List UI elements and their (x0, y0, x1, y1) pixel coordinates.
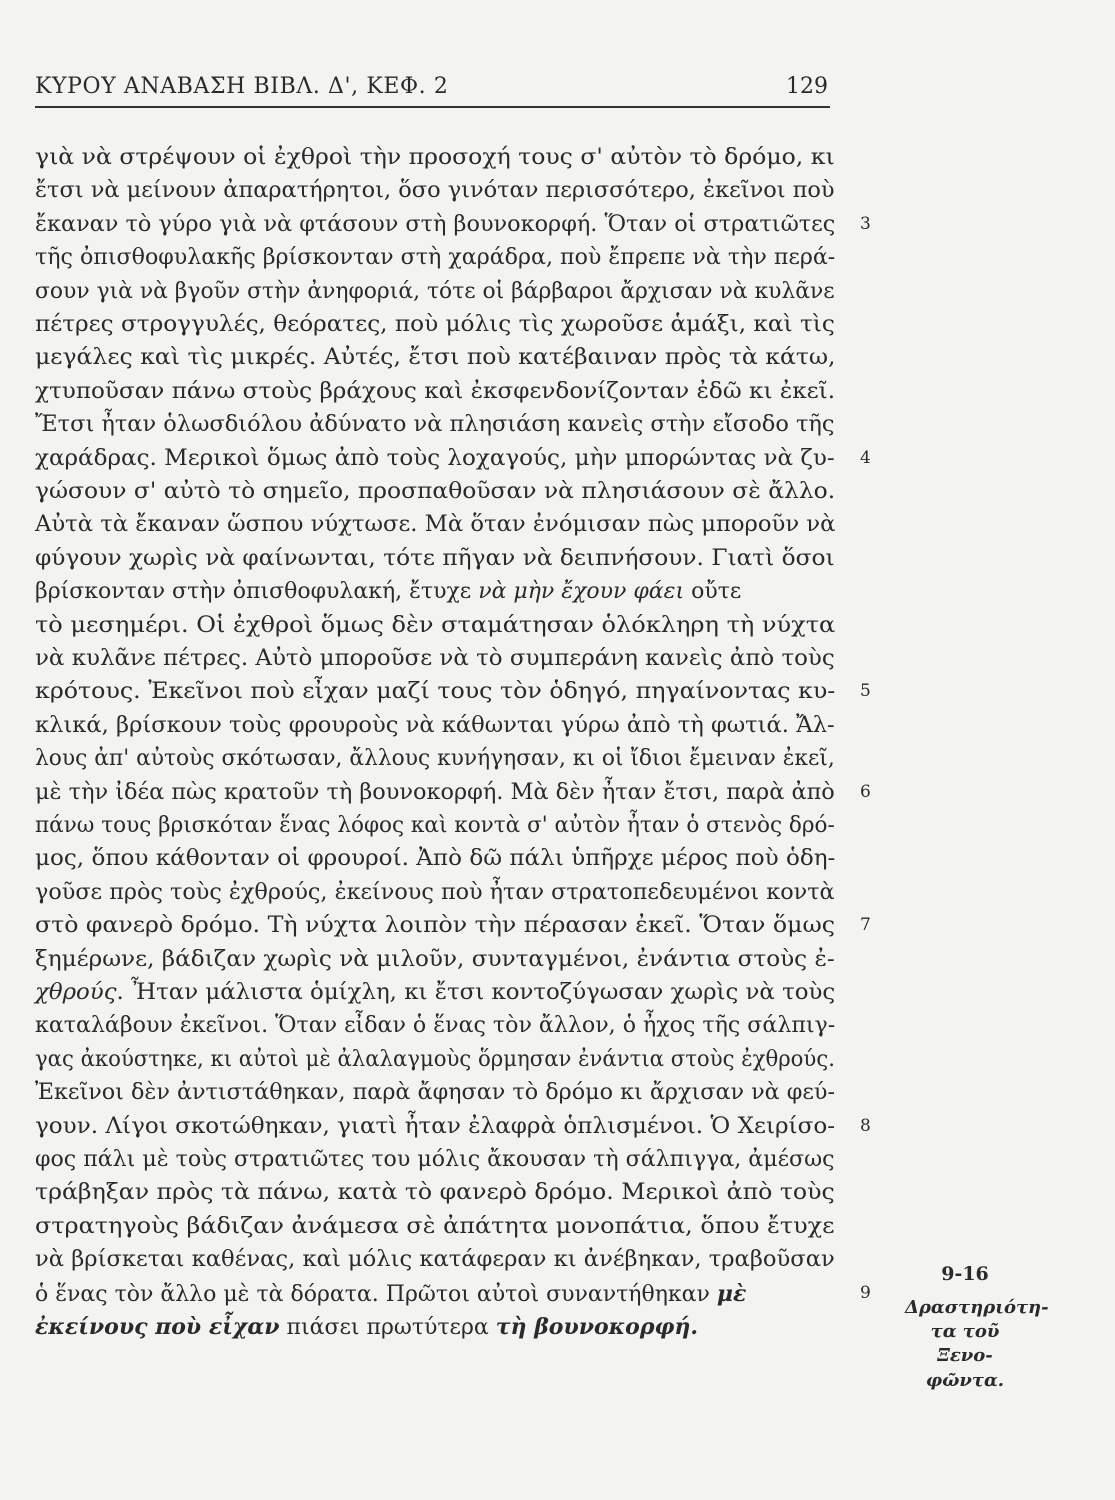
text-segment: γιὰ νὰ στρέψουν οἱ ἐχθροὶ τὴν προσοχή τους σ' αὐτὸν τὸ δρόμο, κι (35, 145, 835, 170)
section-number: 6 (860, 781, 871, 802)
text-segment: χθρούς (35, 980, 117, 1005)
section-number: 9 (860, 1282, 871, 1303)
text-segment: τὸ μεσημέρι. Οἱ ἐχθροὶ ὅμως δὲν σταμάτησαν ὁλόκληρη τὴ νύχτα (35, 612, 836, 638)
text-line (35, 211, 839, 237)
text-segment: χαράδρας. Μερικοὶ ὅμως ἀπὸ τοὺς λοχαγούς, μὴν μπορώντας νὰ ζυ- (35, 445, 835, 471)
text-segment: . Ἦταν μάλιστα ὁμίχλη, κι ἔτσι κοντοζύγωσαν χωρὶς νὰ τοὺς (116, 980, 836, 1005)
text-segment: πάνω τους βρισκόταν ἕνας λόφος καὶ κοντὰ σ' αὐτὸν ἦταν ὁ στενὸς δρό- (35, 813, 835, 838)
header-rule (35, 106, 830, 108)
text-segment: κρότους. Ἐκεῖνοι ποὺ εἶχαν μαζί τους τὸν ὁδηγό, πηγαίνοντας κυ- (35, 679, 836, 705)
text-line (35, 147, 839, 169)
text-segment: σουν γιὰ νὰ βγοῦν στὴν ἀνηφοριά, τότε οἱ βάρβαροι ἄρχισαν νὰ κυλᾶνε (35, 278, 835, 304)
text-line (35, 946, 839, 972)
sidenote-line: τα τοῦ Ξενο- (930, 1320, 1000, 1367)
text-line (35, 1046, 839, 1072)
text-segment: καταλάβουν ἐκεῖνοι. Ὅταν εἶδαν ὁ ἕνας τὸν ἄλλον, ὁ ἦχος τῆς σάλπιγ- (35, 1013, 836, 1039)
text-line (35, 1213, 839, 1239)
text-segment: μεγάλες καὶ τὶς μικρές. Αὐτές, ἔτσι ποὺ κατέβαιναν πρὸς τὰ κάτω, (35, 345, 836, 371)
text-line (35, 314, 839, 336)
text-line (35, 481, 839, 503)
text-segment: λους ἀπ' αὐτοὺς σκότωσαν, ἄλλους κυνήγησαν, κι οἱ ἴδιοι ἔμειναν ἐκεῖ, (35, 746, 835, 772)
section-number: 8 (860, 1115, 871, 1136)
text-segment: χτυποῦσαν πάνω στοὺς βράχους καὶ ἐκσφενδονίζονταν ἐδῶ κι ἐκεῖ. (35, 378, 836, 404)
text-segment: γας ἀκούστηκε, κι αὐτοὶ μὲ ἀλαλαγμοὺς ὅρμησαν ἐνάντια στοὺς ἐχθρούς. (35, 1046, 835, 1072)
text-line (35, 378, 839, 404)
text-line (35, 445, 839, 471)
text-segment: πέτρες στρογγυλές, θεόρατες, ποὺ μόλις τὶς χωροῦσε ἁμάξι, καὶ τὶς (35, 312, 835, 337)
text-line (35, 982, 839, 1004)
text-segment: Ἔτσι ἦταν ὁλωσδιόλου ἀδύνατο νὰ πλησιάση κανεὶς στὴν εἴσοδο τῆς (35, 412, 835, 438)
text-segment: νὰ μὴν ἔχουν φάει (478, 579, 685, 605)
section-number: 3 (860, 213, 871, 234)
text-line (35, 612, 839, 638)
text-segment: πιάσει πρωτύτερα (279, 1315, 496, 1340)
text-line (35, 1082, 839, 1104)
text-segment: κλικά, βρίσκουν τοὺς φρουροὺς νὰ κάθωνται γύρω ἀπὸ τὴ φωτιά. Ἄλ- (35, 712, 835, 738)
sidenote-line: Δραστηριότη- (905, 1296, 1049, 1318)
text-segment: φος πάλι μὲ τοὺς στρατιῶτες του μόλις ἄκουσαν τὴ σάλπιγγα, ἀμέσως (35, 1147, 835, 1172)
text-line (35, 815, 839, 837)
text-line (35, 848, 839, 870)
text-line (35, 180, 839, 202)
text-segment: Ἐκεῖνοι δὲν ἀντιστάθηκαν, παρὰ ἄφησαν τὸ δρόμο κι ἄρχισαν νὰ φεύ- (35, 1080, 836, 1106)
text-line (35, 712, 839, 738)
text-segment: ἔτσι νὰ μείνουν ἀπαρατήρητοι, ὅσο γινόταν περισσότερο, ἐκεῖνοι ποὺ (35, 178, 835, 204)
text-line (35, 748, 839, 770)
text-line (35, 247, 839, 269)
text-line (35, 1113, 839, 1139)
text-segment: βρίσκονταν στὴν ὀπισθοφυλακή, ἔτυχε (35, 579, 479, 605)
text-line (35, 879, 839, 905)
text-line (35, 648, 839, 670)
text-segment: μος, ὅπου κάθονταν οἱ φρουροί. Ἀπὸ δῶ πάλι ὑπῆρχε μέρος ποὺ ὁδη- (35, 846, 836, 872)
text-segment: τῆς ὀπισθοφυλακῆς βρίσκονταν στὴ χαράδρα, ποὺ ἔπρεπε νὰ τὴν περά- (35, 245, 836, 271)
text-segment: νὰ βρίσκεται καθένας, καὶ μόλις κατάφεραν κι ἀνέβηκαν, τραβοῦσαν (35, 1247, 835, 1273)
text-segment: γώσουν σ' αὐτὸ τὸ σημεῖο, προσπαθοῦσαν νὰ πλησιάσουν σὲ ἄλλο. (35, 479, 836, 504)
text-segment: ἐκείνους ποὺ εἶχαν (35, 1314, 280, 1340)
text-line (35, 347, 839, 369)
text-line (35, 1316, 839, 1339)
sidenote (905, 1262, 1049, 1393)
section-number: 5 (860, 681, 871, 702)
text-line (35, 278, 839, 304)
text-line (35, 681, 839, 703)
text-segment: μὲ τὴν ἰδέα πὼς κρατοῦν τὴ βουνοκορφή. Μὰ δὲν ἦταν ἔτσι, παρὰ ἀπὸ (35, 779, 835, 805)
text-segment: νὰ κυλᾶνε πέτρες. Αὐτὸ μποροῦσε νὰ τὸ συμπεράνη κανεὶς ἀπὸ τοὺς (35, 646, 835, 671)
text-segment: τράβηξαν πρὸς τὰ πάνω, κατὰ τὸ φανερὸ δρόμο. Μερικοὶ ἀπὸ τοὺς (35, 1180, 835, 1206)
text-line (35, 414, 839, 436)
text-segment: φύγουν χωρὶς νὰ φαίνωνται, τότε πῆγαν νὰ δειπνήσουν. Γιατὶ ὅσοι (35, 545, 835, 571)
sidenote-line: φῶντα. (925, 1369, 1005, 1391)
text-line (35, 1149, 839, 1171)
text-segment: ἔκαναν τὸ γύρο γιὰ νὰ φτάσουν στὴ βουνοκορφή. Ὅταν οἱ στρατιῶτες (35, 211, 836, 237)
section-number: 4 (860, 447, 871, 468)
text-segment: γουν. Λίγοι σκοτώθηκαν, γιατὶ ἦταν ἐλαφρὰ ὁπλισμένοι. Ὁ Χειρίσο- (35, 1113, 836, 1139)
text-segment: Αὐτὰ τὰ ἔκαναν ὥσπου νύχτωσε. Μὰ ὅταν ἐνόμισαν πὼς μποροῦν νὰ (35, 512, 836, 538)
text-line (35, 1249, 839, 1271)
text-segment: στρατηγοὺς βάδιζαν ἀνάμεσα σὲ ἀπάτητα μονοπάτια, ὅπου ἔτυχε (35, 1213, 835, 1239)
text-line (35, 1280, 839, 1307)
text-segment: ὁ ἕνας τὸν ἄλλο μὲ τὰ δόρατα. Πρῶτοι αὐτοὶ συναντήθηκαν (35, 1281, 717, 1307)
sidenote-ref: 9-16 (941, 1263, 989, 1285)
text-segment: ξημέρωνε, βάδιζαν χωρὶς νὰ μιλοῦν, συνταγμένοι, ἐνάντια στοὺς ἐ- (35, 946, 835, 972)
text-line (35, 915, 839, 937)
text-line (35, 1182, 839, 1204)
text-line (35, 545, 839, 571)
text-segment: μὲ (716, 1280, 747, 1307)
text-segment: στὸ φανερὸ δρόμο. Τὴ νύχτα λοιπὸν τὴν πέρασαν ἐκεῖ. Ὅταν ὅμως (35, 913, 835, 939)
text-line (35, 1015, 839, 1037)
text-line (35, 779, 839, 805)
text-segment: γοῦσε πρὸς τοὺς ἐχθρούς, ἐκείνους ποὺ ἦταν στρατοπεδευμένοι κοντὰ (35, 879, 835, 905)
text-line (35, 581, 839, 603)
section-number: 7 (860, 915, 871, 936)
text-segment: οὔτε (684, 579, 742, 605)
page-header-title: ΚΥΡΟΥ ΑΝΑΒΑΣΗ ΒΙΒΛ. Δ', ΚΕΦ. 2 (35, 74, 449, 99)
text-segment: τὴ βουνοκορφή. (495, 1314, 699, 1340)
page-number: 129 (786, 74, 828, 99)
text-line (35, 514, 839, 536)
sidenote-text (905, 1296, 1049, 1393)
